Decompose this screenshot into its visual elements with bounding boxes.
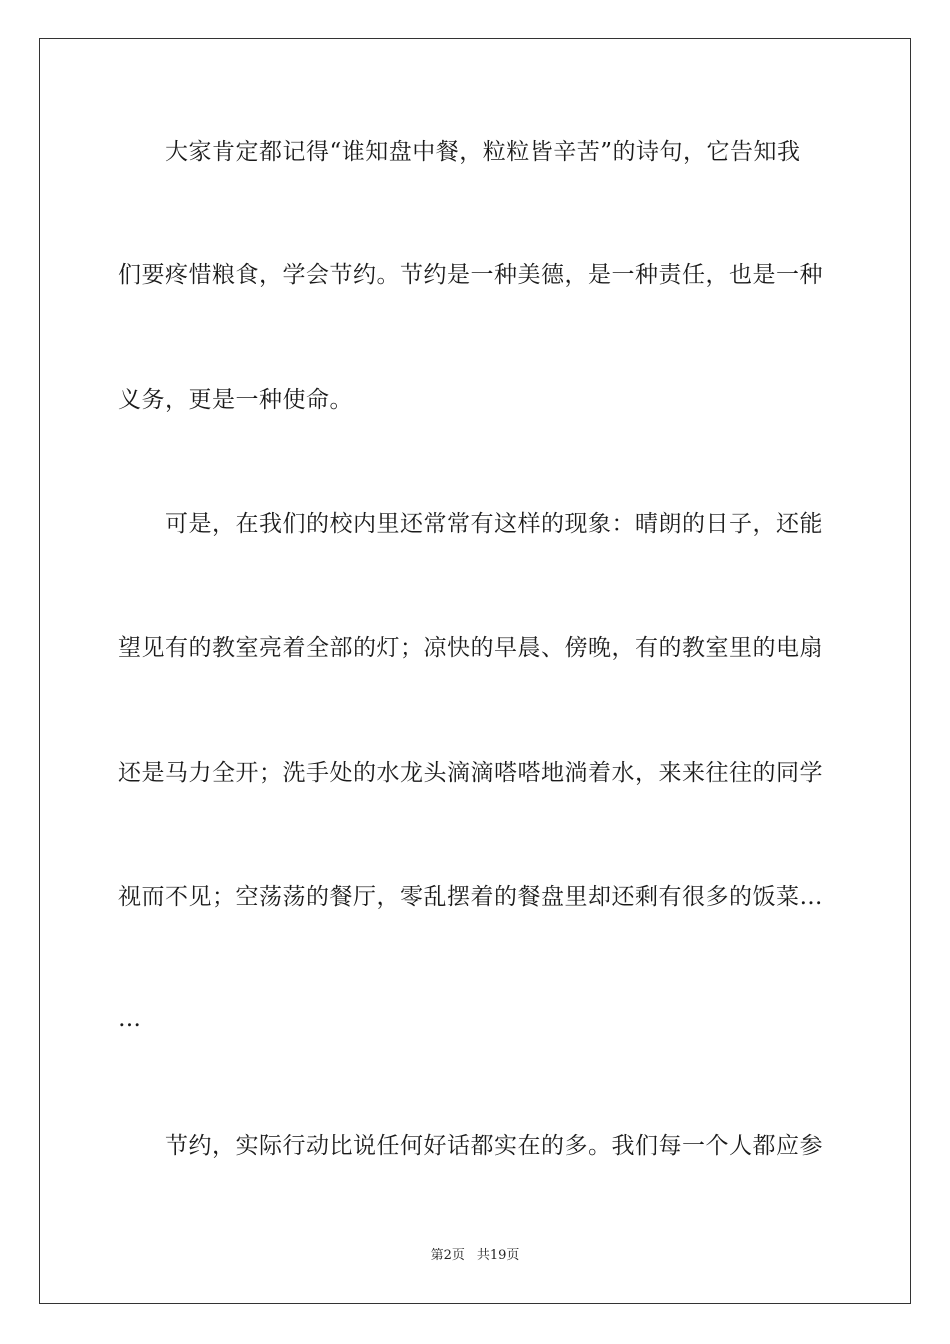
paragraph-line: 节约，实际行动比说任何好话都实在的多。我们每一个人都应参 (118, 1133, 823, 1159)
paragraph-line: 可是，在我们的校内里还常常有这样的现象：晴朗的日子，还能 (118, 511, 823, 537)
paragraph-line: 大家肯定都记得“谁知盘中餐，粒粒皆辛苦”的诗句，它告知我 (118, 139, 801, 165)
paragraph-line: … (118, 1006, 142, 1032)
paragraph-line: 义务，更是一种使命。 (118, 387, 353, 413)
paragraph-line: 们要疼惜粮食，学会节约。节约是一种美德，是一种责任，也是一种 (118, 262, 823, 288)
page-footer (0, 1247, 950, 1265)
page-border (39, 38, 911, 1304)
paragraph-line: 还是马力全开；洗手处的水龙头滴滴嗒嗒地淌着水，来来往往的同学 (118, 760, 823, 786)
paragraph-line: 视而不见；空荡荡的餐厅，零乱摆着的餐盘里却还剩有很多的饭菜… (118, 884, 823, 910)
page-number: 第2页 (430, 1248, 465, 1263)
paragraph-line: 望见有的教室亮着全部的灯；凉快的早晨、傍晚，有的教室里的电扇 (118, 635, 823, 661)
page-total: 共19页 (476, 1248, 520, 1263)
